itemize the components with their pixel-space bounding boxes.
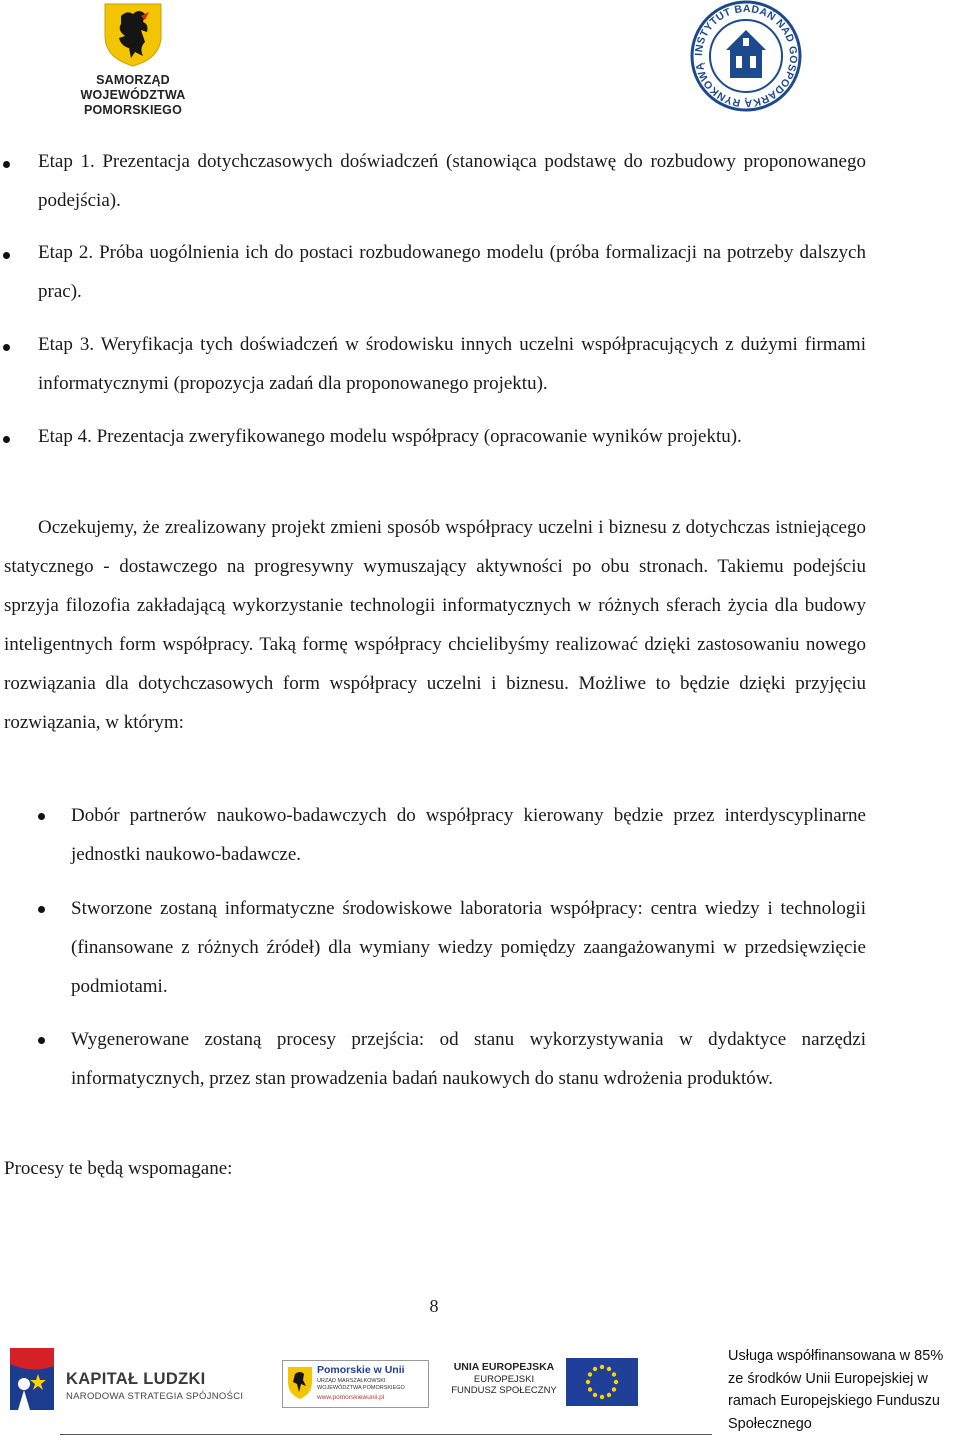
ibngr-seal bbox=[690, 0, 802, 112]
logo-line-2: WOJEWÓDZTWA POMORSKIEGO bbox=[80, 88, 186, 117]
bullet-icon bbox=[3, 252, 10, 259]
seal-text: INSTYTUT BADAŃ NAD GOSPODARKĄ RYNKOWĄ bbox=[692, 2, 800, 110]
bullet-icon bbox=[38, 906, 45, 913]
ue-line-3: FUNDUSZ SPOŁECZNY bbox=[451, 1385, 557, 1396]
kl-title: KAPITAŁ LUDZKI bbox=[66, 1370, 206, 1388]
page-number: 8 bbox=[429, 1296, 439, 1316]
cofin-line-2: ze środków Unii Europejskiej w bbox=[728, 1370, 928, 1387]
cofin-line-3: ramach Europejskiego Funduszu bbox=[728, 1393, 940, 1409]
closing-line: Procesy te będą wspomagane: bbox=[4, 1158, 233, 1179]
ue-line-2: EUROPEJSKI bbox=[473, 1373, 535, 1385]
bullet-icon bbox=[38, 1037, 45, 1044]
eu-text bbox=[446, 1362, 562, 1397]
logo-line-1: SAMORZĄD bbox=[96, 73, 170, 87]
pom-url: www.pomorskiewunii.pl bbox=[317, 1394, 385, 1401]
pom-line-3: WOJEWÓDZTWA POMORSKIEGO bbox=[317, 1385, 405, 1391]
stage-4: Etap 4. Prezentacja zweryfikowanego modelu współpracy (opracowanie wyników projektu). bbox=[38, 426, 742, 447]
eu-flag-icon bbox=[566, 1358, 638, 1406]
stage-1: Etap 1. Prezentacja dotychczasowych doświadczeń (stanowiąca podstawę do rozbudowy proponowanego podejścia). bbox=[38, 151, 866, 211]
stage-2: Etap 2. Próba uogólnienia ich do postaci rozbudowanego modelu (próba formalizacji na potrzeby dalszych prac). bbox=[38, 242, 866, 302]
kapital-ludzki-logo bbox=[8, 1344, 58, 1414]
cofin-line-1: Usługa współfinansowana w 85% bbox=[728, 1348, 944, 1364]
kl-subtitle: NARODOWA STRATEGIA SPÓJNOŚCI bbox=[66, 1391, 244, 1402]
main-paragraph: Oczekujemy, że zrealizowany projekt zmieni sposób współpracy uczelni i biznesu z dotychczas istniejącego statycznego - dostawczego na progresywny wymuszający aktywności po obu stronach. Takiemu podejściu sprzyja filozofia zakładającą wykorzystanie technologii informatycznych w różnych sferach życia dla budowy inteligentnych form współpracy. Taką formę współpracy chcielibyśmy realizować dzięki zastosowaniu nowego rozwiązania dla dotychczasowych form współpracy uczelni i biznesu. Możliwe to będzie dzięki przyjęciu rozwiązania, w którym: bbox=[4, 517, 866, 733]
cofin-line-4: Społecznego bbox=[728, 1415, 812, 1432]
pomorskie-w-unii-logo bbox=[282, 1360, 429, 1408]
cofinancing-note bbox=[728, 1345, 958, 1435]
point-3: Wygenerowane zostaną procesy przejścia: od stanu wykorzystywania w dydaktyce narzędzi informatycznych, przez stan prowadzenia badań naukowych do stanu wdrożenia produktów. bbox=[71, 1029, 866, 1089]
stage-3: Etap 3. Weryfikacja tych doświadczeń w środowisku innych uczelni współpracujących z dużymi firmami informatycznymi (propozycja zadań dla proponowanego projektu). bbox=[38, 334, 866, 394]
pom-line-2: URZĄD MARSZAŁKOWSKI bbox=[317, 1378, 386, 1384]
samorzad-pomorskie-logo bbox=[40, 0, 226, 117]
point-1: Dobór partnerów naukowo-badawczych do współpracy kierowany będzie przez interdyscyplinarne jednostki naukowo-badawcze. bbox=[71, 805, 866, 865]
kapital-ludzki-icon bbox=[8, 1344, 58, 1414]
eu-flag bbox=[566, 1358, 638, 1406]
griffin-shield-icon bbox=[103, 2, 163, 68]
bullet-icon bbox=[3, 436, 10, 443]
pom-line-1: Pomorskie w Unii bbox=[317, 1364, 405, 1376]
bullet-icon bbox=[3, 344, 10, 351]
point-2: Stworzone zostaną informatyczne środowiskowe laboratoria współpracy: centra wiedzy i technologii (finansowane z różnych źródeł) dla wymiany wiedzy pomiędzy zaangażowanymi w przedsięwzięcie podmiotami. bbox=[71, 898, 866, 997]
ue-line-1: UNIA EUROPEJSKA bbox=[453, 1361, 555, 1373]
institute-seal-icon bbox=[690, 0, 802, 112]
footer-divider bbox=[60, 1434, 712, 1435]
pomorskie-crest-icon bbox=[287, 1366, 313, 1400]
bullet-icon bbox=[3, 161, 10, 168]
bullet-icon bbox=[38, 813, 45, 820]
kapital-ludzki-text bbox=[66, 1370, 243, 1402]
